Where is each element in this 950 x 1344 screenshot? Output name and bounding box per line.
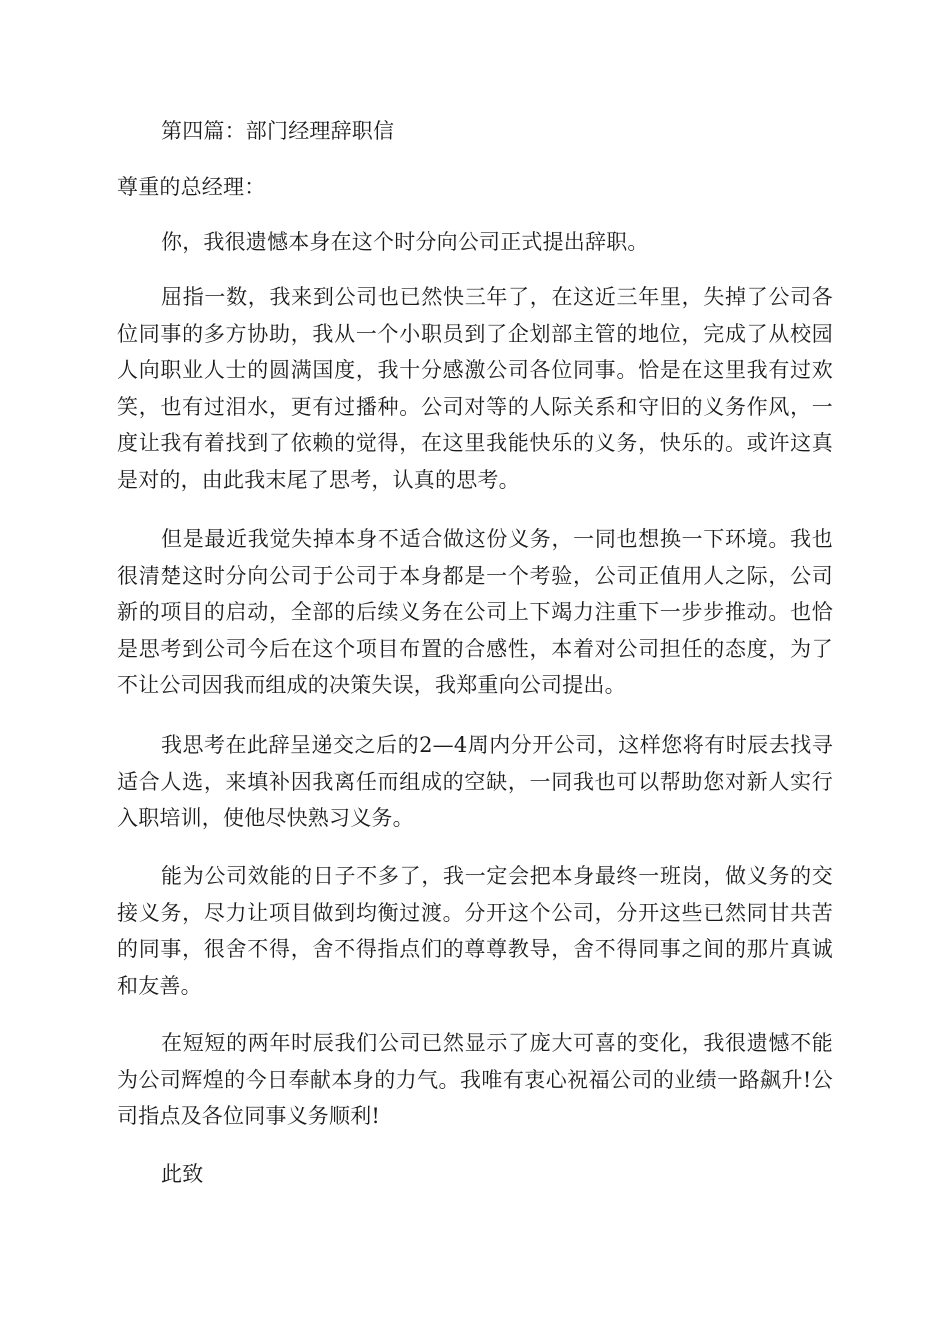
paragraph-3: 但是最近我觉失掉本身不适合做这份义务，一同也想换一下环境。我也很清楚这时分向公司于公司于本身都是一个考验，公司正值用人之际，公司新的项目的启动，全部的后续义务在公司上下竭力注重下一步步推动。也恰是思考到公司今后在这个项目布置的合感性，本着对公司担任的态度，为了不让公司因我而组成的决策失误，我郑重向公司提出。 [117,527,833,697]
document-title: 第四篇：部门经理辞职信 [161,119,395,143]
paragraph-6: 在短短的两年时辰我们公司已然显示了庞大可喜的变化，我很遗憾不能为公司辉煌的今日奉献本身的力气。我唯有衷心祝福公司的业绩一路飙升!公司指点及各位同事义务顺利! [117,1031,833,1128]
paragraph-4: 我思考在此辞呈递交之后的2—4周内分开公司，这样您将有时辰去找寻适合人选，来填补因我离任而组成的空缺，一同我也可以帮助您对新人实行入职培训，使他尽快熟习义务。 [117,733,833,830]
paragraph-1: 你，我很遗憾本身在这个时分向公司正式提出辞职。 [161,230,649,254]
paragraph-2: 屈指一数，我来到公司也已然快三年了，在这近三年里，失掉了公司各位同事的多方协助，我从一个小职员到了企划部主管的地位，完成了从校园人向职业人士的圆满国度，我十分感激公司各位同事。恰是在这里我有过欢笑，也有过泪水，更有过播种。公司对等的人际关系和守旧的义务作风，一度让我有着找到了依赖的觉得，在这里我能快乐的义务，快乐的。或许这真是对的，由此我末尾了思考，认真的思考。 [117,285,833,492]
salutation: 尊重的总经理： [117,175,266,199]
closing: 此致 [161,1162,204,1186]
paragraph-5: 能为公司效能的日子不多了，我一定会把本身最终一班岗，做义务的交接义务，尽力让项目做到均衡过渡。分开这个公司，分开这些已然同甘共苦的同事，很舍不得，舍不得指点们的尊尊教导，舍不得同事之间的那片真诚和友善。 [117,864,833,998]
